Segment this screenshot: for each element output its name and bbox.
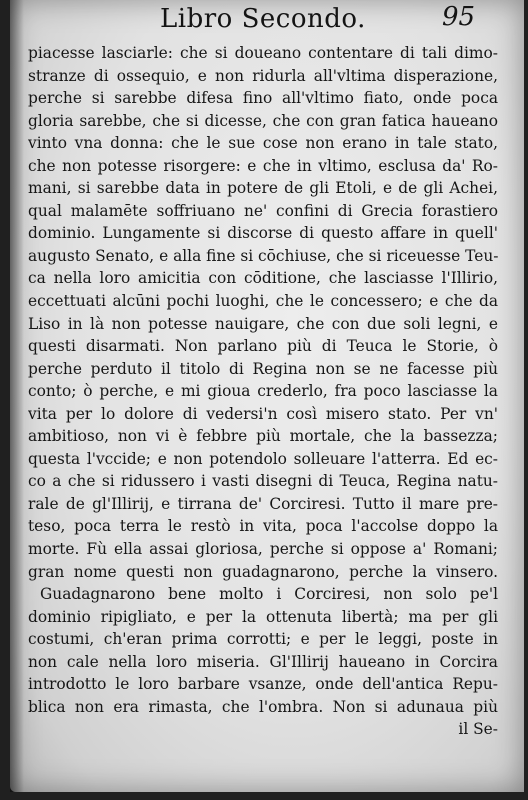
text-line: perche si sarebbe difesa fino all'vltimo fiato, onde poca	[28, 89, 498, 108]
text-line: gloria sarebbe, che si dicesse, che con gran fatica haueano	[28, 111, 498, 130]
text-line: vinto vna donna: che le sue cose non erano in tale stato,	[28, 134, 498, 153]
text-line: gran nome questi non guadagnarono, perche la vinsero.	[28, 562, 498, 581]
running-title: Libro Secondo.	[160, 4, 366, 34]
text-line: dominio ripigliato, e per la ottenuta libertà; ma per gli	[28, 607, 498, 626]
paper-sheet	[10, 0, 524, 792]
text-line: qual malamēte soffriuano ne' confini di Grecia forastiero	[28, 201, 498, 220]
text-line: questi disarmati. Non parlano più di Teuca le Storie, ò	[28, 337, 498, 356]
text-line: perche perduto il titolo di Regina non se ne facesse più	[28, 359, 498, 378]
text-line: co a che si ridussero i vasti disegni di Teuca, Regina natu-	[28, 472, 498, 491]
text-line: teso, poca terra le restò in vita, poca l'accolse doppo la	[28, 517, 498, 536]
text-line: blica non era rimasta, che l'ombra. Non si adunaua più	[28, 697, 498, 716]
text-line: Guadagnarono bene molto i Corciresi, non solo pe'l	[40, 585, 498, 604]
catchword: il Se-	[458, 720, 498, 739]
text-line: ca nella loro amicitia con cōditione, che lasciasse l'Illirio,	[28, 269, 498, 288]
text-line: questa l'vccide; e non potendolo solleuare l'atterra. Ed ec-	[28, 449, 498, 468]
text-line: introdotto le loro barbare vsanze, onde dell'antica Repu-	[28, 675, 498, 694]
text-line: stranze di ossequio, e non ridurla all'vltima disperazione,	[28, 66, 498, 85]
text-line: non cale nella loro miseria. Gl'Illirij haueano in Corcira	[28, 652, 498, 671]
text-line: rale de gl'Illirij, e tirrana de' Corciresi. Tutto il mare pre-	[28, 494, 498, 513]
text-line: ambitioso, non vi è febbre più mortale, che la bassezza;	[28, 427, 498, 446]
text-line: dominio. Lungamente si discorse di questo affare in quell'	[28, 224, 498, 243]
text-line: mani, si sarebbe data in potere de gli Etoli, e de gli Achei,	[28, 179, 498, 198]
text-line: morte. Fù ella assai gloriosa, perche si oppose a' Romani;	[28, 540, 498, 559]
text-line: Liso in là non potesse nauigare, che con due soli legni, e	[28, 314, 498, 333]
text-line: piacesse lasciarle: che si doueano contentare di tali dimo-	[28, 44, 498, 62]
text-line: eccettuati alcūni pochi luoghi, che le concessero; e che da	[28, 292, 498, 311]
text-line: conto; ò perche, e mi gioua crederlo, fra poco lasciasse la	[28, 382, 498, 401]
text-line: costumi, ch'eran prima corrotti; e per le leggi, poste in	[28, 630, 498, 649]
body-text	[28, 42, 498, 741]
page-number: 95	[442, 2, 476, 32]
text-line: vita per lo dolore di vedersi'n così misero stato. Per vn'	[28, 404, 498, 423]
text-line: augusto Senato, e alla fine si cōchiuse, che si riceuesse Teu-	[28, 246, 498, 265]
page-header	[10, 2, 524, 38]
text-line: che non potesse risorgere: e che in vltimo, esclusa da' Ro-	[28, 156, 498, 175]
